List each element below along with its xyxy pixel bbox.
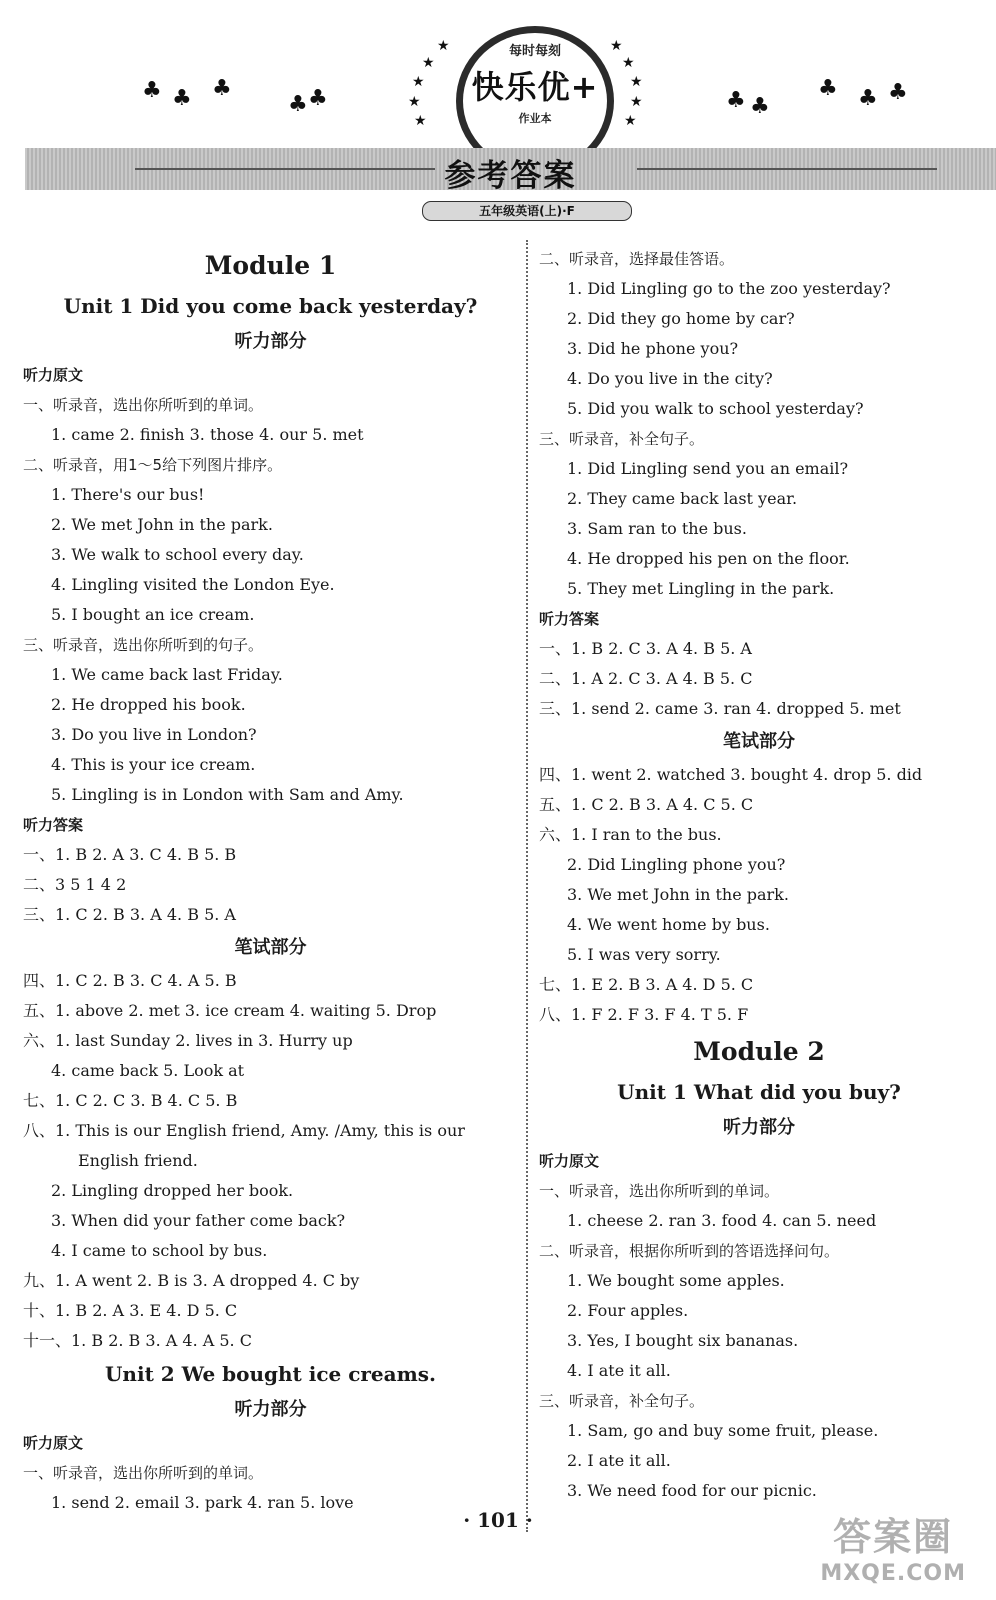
answer-line: 5. I bought an ice cream. — [51, 605, 255, 624]
subject-tag: 五年级英语(上)·F — [422, 201, 632, 221]
answer-line: 4. Lingling visited the London Eye. — [51, 575, 335, 594]
answer-line: 3. Did he phone you? — [567, 339, 739, 358]
answer-line: 一、1. B 2. A 3. C 4. B 5. B — [23, 845, 237, 864]
answer-line: 5. I was very sorry. — [567, 945, 721, 964]
title-banner — [25, 148, 996, 194]
star-icon: ★ — [610, 38, 623, 54]
question-heading: 一、听录音，选出你所听到的单词。 — [23, 1464, 264, 1482]
answer-line: 1. cheese 2. ran 3. food 4. can 5. need — [567, 1211, 877, 1230]
clover-icon: ♣ — [142, 78, 162, 103]
answer-line: 3. Sam ran to the bus. — [567, 519, 747, 538]
answer-line: 4. I came to school by bus. — [51, 1241, 268, 1260]
answer-line: 3. We met John in the park. — [567, 885, 789, 904]
answer-line: 2. Did Lingling phone you? — [567, 855, 786, 874]
answer-line: 5. They met Lingling in the park. — [567, 579, 835, 598]
logo-main-text: 快乐优+ — [471, 68, 599, 106]
part-heading: 听力部分 — [234, 331, 307, 352]
answer-line: 1. Did Lingling send you an email? — [567, 459, 849, 478]
answer-line: 2. Did they go home by car? — [567, 309, 795, 328]
answer-line: 1. We came back last Friday. — [51, 665, 283, 684]
question-heading: 一、听录音，选出你所听到的单词。 — [539, 1182, 780, 1200]
star-icon: ★ — [408, 94, 421, 110]
subsection-heading: 听力原文 — [23, 366, 84, 384]
page-title: 参考答案 — [444, 158, 577, 194]
subsection-heading: 听力原文 — [23, 1434, 84, 1452]
answer-line: 4. This is your ice cream. — [51, 755, 256, 774]
page-number: · 101 · — [463, 1508, 533, 1532]
answer-line: 4. came back 5. Look at — [51, 1061, 245, 1080]
question-heading: 三、听录音，补全句子。 — [539, 430, 705, 448]
answer-line: 七、1. E 2. B 3. A 4. D 5. C — [539, 975, 754, 994]
watermark — [820, 1506, 966, 1586]
star-icon: ★ — [630, 74, 643, 90]
answer-line: 5. Lingling is in London with Sam and Amy. — [51, 785, 404, 804]
part-heading: 笔试部分 — [234, 937, 307, 958]
watermark-top: 答案圈 — [833, 1515, 954, 1559]
answer-line: 3. We walk to school every day. — [51, 545, 304, 564]
answer-line: 3. We need food for our picnic. — [567, 1481, 817, 1500]
answer-line: 2. Lingling dropped her book. — [51, 1181, 294, 1200]
subsection-heading: 听力答案 — [539, 610, 600, 628]
question-heading: 二、听录音，用1～5给下列图片排序。 — [23, 456, 283, 474]
answer-line: 三、1. C 2. B 3. A 4. B 5. A — [23, 905, 236, 924]
question-heading: 一、听录音，选出你所听到的单词。 — [23, 396, 264, 414]
book-logo — [430, 18, 640, 130]
answer-line: 八、1. This is our English friend, Amy. /Amy, this is our — [23, 1121, 465, 1140]
answer-line: English friend. — [78, 1151, 198, 1170]
star-icon: ★ — [624, 113, 637, 129]
clover-icon: ♣ — [858, 86, 878, 111]
part-heading: 听力部分 — [723, 1117, 795, 1138]
answer-line: 2. I ate it all. — [567, 1451, 671, 1470]
answer-line: 八、1. F 2. F 3. F 4. T 5. F — [539, 1005, 749, 1024]
answer-line: 1. came 2. finish 3. those 4. our 5. met — [51, 425, 364, 444]
question-heading: 二、听录音，选择最佳答语。 — [539, 250, 735, 268]
clover-icon: ♣ — [308, 86, 328, 111]
module-heading: Module 2 — [693, 1037, 825, 1066]
answer-line: 2. They came back last year. — [567, 489, 798, 508]
answer-line: 5. Did you walk to school yesterday? — [567, 399, 864, 418]
unit-heading: Unit 1 What did you buy? — [617, 1080, 901, 1104]
answer-line: 3. When did your father come back? — [51, 1211, 346, 1230]
answer-line: 4. We went home by bus. — [567, 915, 770, 934]
clover-icon: ♣ — [818, 76, 838, 101]
answer-line: 1. send 2. email 3. park 4. ran 5. love — [51, 1493, 354, 1512]
right-column — [539, 244, 979, 1506]
answer-line: 1. Did Lingling go to the zoo yesterday? — [567, 279, 891, 298]
left-column — [23, 244, 518, 1518]
answer-line: 4. Do you live in the city? — [567, 369, 773, 388]
answer-line: 二、3 5 1 4 2 — [23, 875, 127, 894]
answer-line: 五、1. C 2. B 3. A 4. C 5. C — [539, 795, 754, 814]
answer-line: 二、1. A 2. C 3. A 4. B 5. C — [539, 669, 753, 688]
clover-icon: ♣ — [288, 92, 308, 117]
answer-line: 3. Yes, I bought six bananas. — [567, 1331, 799, 1350]
answer-line: 七、1. C 2. C 3. B 4. C 5. B — [23, 1091, 238, 1110]
watermark-bottom: MXQE.COM — [820, 1561, 966, 1586]
answer-line: 4. I ate it all. — [567, 1361, 671, 1380]
logo-top-text: 每时每刻 — [508, 44, 561, 59]
answer-line: 十一、1. B 2. B 3. A 4. A 5. C — [23, 1331, 252, 1350]
star-icon: ★ — [412, 74, 425, 90]
part-heading: 听力部分 — [234, 1399, 307, 1420]
unit-heading: Unit 2 We bought ice creams. — [104, 1362, 436, 1386]
answer-line: 十、1. B 2. A 3. E 4. D 5. C — [23, 1301, 238, 1320]
clover-icon: ♣ — [212, 76, 232, 101]
question-heading: 三、听录音，选出你所听到的句子。 — [23, 636, 264, 654]
answer-line: 九、1. A went 2. B is 3. A dropped 4. C by — [23, 1271, 360, 1290]
answer-line: 三、1. send 2. came 3. ran 4. dropped 5. met — [539, 699, 901, 718]
clover-icon: ♣ — [888, 80, 908, 105]
star-icon: ★ — [437, 38, 450, 54]
answer-line: 1. We bought some apples. — [567, 1271, 785, 1290]
answer-line: 1. Sam, go and buy some fruit, please. — [567, 1421, 879, 1440]
answer-line: 3. Do you live in London? — [51, 725, 257, 744]
star-icon: ★ — [422, 55, 435, 71]
answer-line: 六、1. last Sunday 2. lives in 3. Hurry up — [23, 1031, 353, 1050]
question-heading: 二、听录音，根据你所听到的答语选择问句。 — [539, 1242, 840, 1260]
logo-sub-text: 作业本 — [518, 112, 552, 125]
answer-line: 2. We met John in the park. — [51, 515, 273, 534]
page-header — [0, 0, 996, 150]
answer-line: 四、1. C 2. B 3. C 4. A 5. B — [23, 971, 237, 990]
answer-line: 五、1. above 2. met 3. ice cream 4. waiting 5. Drop — [23, 1001, 437, 1020]
subsection-heading: 听力原文 — [539, 1152, 600, 1170]
clover-icon: ♣ — [172, 86, 192, 111]
answer-line: 2. He dropped his book. — [51, 695, 246, 714]
clover-icon: ♣ — [750, 94, 770, 119]
star-icon: ★ — [630, 94, 643, 110]
answer-line: 一、1. B 2. C 3. A 4. B 5. A — [539, 639, 752, 658]
answer-line: 四、1. went 2. watched 3. bought 4. drop 5. did — [539, 765, 923, 784]
part-heading: 笔试部分 — [723, 731, 795, 752]
subsection-heading: 听力答案 — [23, 816, 84, 834]
column-divider — [526, 240, 528, 1532]
answer-line: 六、1. I ran to the bus. — [539, 825, 722, 844]
clover-icon: ♣ — [726, 88, 746, 113]
answer-line: 4. He dropped his pen on the floor. — [567, 549, 850, 568]
question-heading: 三、听录音，补全句子。 — [539, 1392, 705, 1410]
star-icon: ★ — [414, 113, 427, 129]
unit-heading: Unit 1 Did you come back yesterday? — [63, 294, 478, 318]
star-icon: ★ — [622, 55, 635, 71]
answer-line: 1. There's our bus! — [51, 485, 205, 504]
module-heading: Module 1 — [204, 251, 337, 280]
answer-line: 2. Four apples. — [567, 1301, 689, 1320]
